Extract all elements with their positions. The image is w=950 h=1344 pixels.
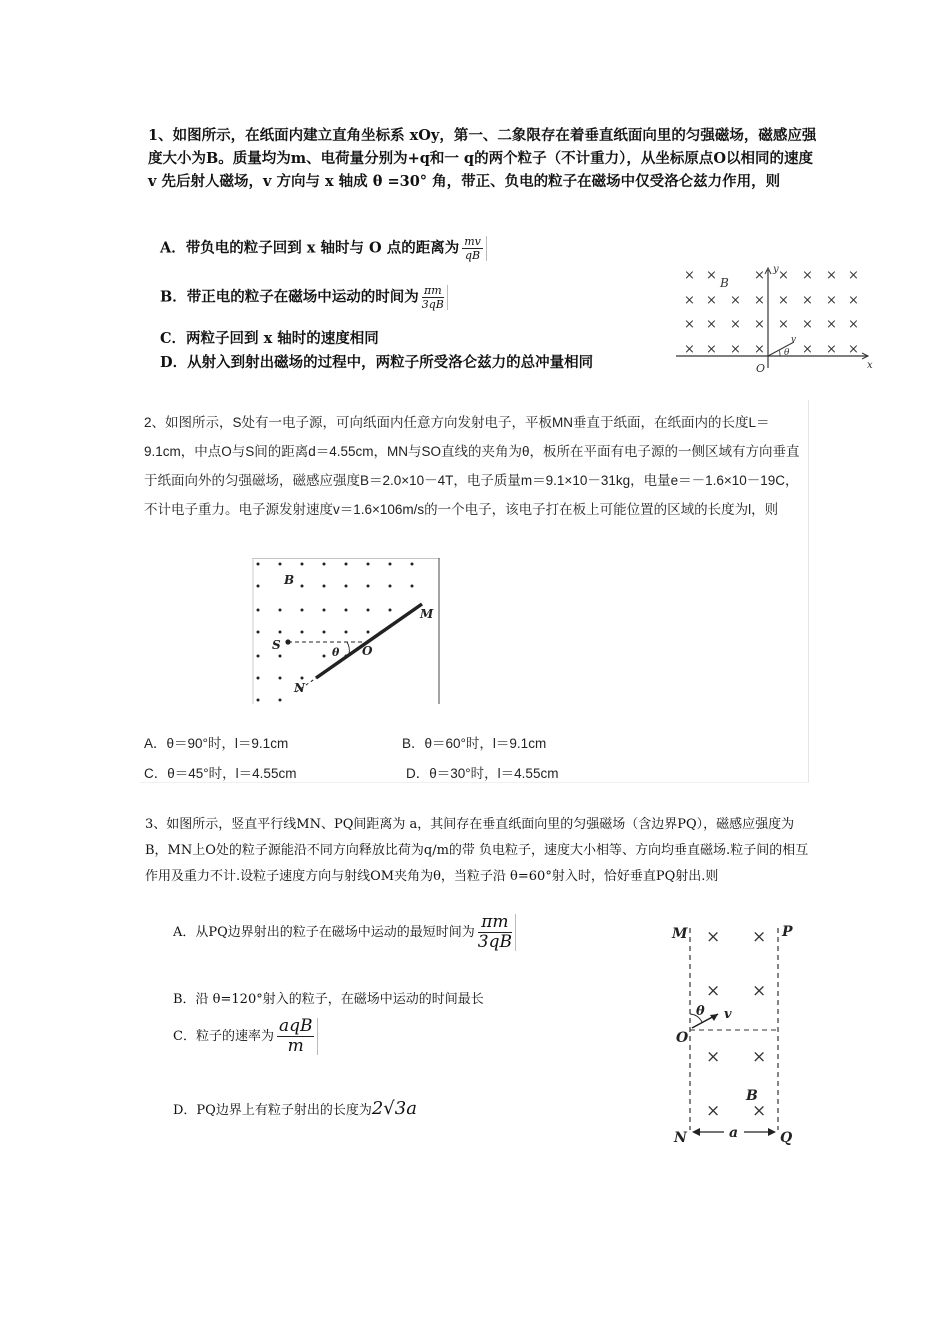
question-1-stem: 1、如图所示，在纸面内建立直角坐标系 xOy，第一、二象限存在着垂直纸面向里的匀强磁场，磁感应强度大小为B。质量均为m、电荷量分别为+q和一 q的两个粒子（不计重力），从坐标原点O以相同的速度 v 先后射人磁场，v 方向与 x 轴成 θ =30° 角，带正、负电的粒子在磁场中仅受洛仑兹力作用，则 [148, 127, 817, 190]
svg-text:×: × [778, 317, 789, 332]
svg-text:×: × [754, 317, 765, 332]
x-axis-label: x [867, 360, 873, 371]
svg-text:×: × [826, 317, 837, 332]
question-2-option-c: C．θ＝45°时，l＝4.55cm [144, 766, 297, 781]
svg-text:×: × [706, 1101, 721, 1121]
svg-text:×: × [778, 268, 789, 283]
svg-text:×: × [754, 268, 765, 283]
question-3-option-b: B．沿 θ=120°射入的粒子，在磁场中运动的时间最长 [173, 992, 484, 1007]
v-label: v [791, 335, 797, 345]
svg-text:×: × [706, 317, 717, 332]
question-1-figure [676, 262, 876, 378]
svg-text:×: × [848, 342, 859, 357]
question-3-figure [668, 918, 808, 1150]
svg-text:×: × [754, 293, 765, 308]
svg-text:×: × [752, 1047, 767, 1067]
q3-option-c-fraction: $\frac{\text{aqB}}{m}$ [274, 1018, 319, 1055]
question-2-option-d: D．θ＝30°时，l＝4.55cm [406, 766, 559, 781]
question-3-option-c [173, 1018, 318, 1055]
q3-option-a-fraction: $\frac{\pi m}{3qB}$ [475, 914, 516, 951]
svg-text:×: × [706, 927, 721, 947]
svg-text:×: × [752, 981, 767, 1001]
y-axis-label: y [773, 264, 779, 275]
q3-option-d-expression: 2√3a [371, 1098, 417, 1119]
q3-option-c-text: C．粒子的速率为 [173, 1029, 274, 1044]
theta-label: θ [784, 348, 790, 358]
plate-n-label: N [294, 681, 305, 695]
question-2-figure [252, 558, 442, 706]
theta-label-q3: θ [696, 1004, 705, 1019]
label-q: Q [780, 1130, 793, 1146]
question-2-option-b: B．θ＝60°时，l＝9.1cm [402, 736, 547, 751]
field-marks-q1 [684, 268, 859, 357]
svg-text:×: × [706, 268, 717, 283]
question-3-option-d [173, 1098, 417, 1119]
field-label-b-q2: B [284, 573, 295, 587]
svg-text:×: × [802, 342, 813, 357]
svg-text:×: × [802, 317, 813, 332]
field-dots-q2 [257, 563, 414, 702]
question-1-option-c: C．两粒子回到 x 轴时的速度相同 [160, 330, 379, 347]
svg-text:×: × [706, 1047, 721, 1067]
svg-text:×: × [684, 268, 695, 283]
q3-option-a-text: A．从PQ边界射出的粒子在磁场中运动的最短时间为 [173, 925, 475, 940]
svg-text:×: × [802, 268, 813, 283]
origin-label: O [756, 362, 766, 375]
svg-text:×: × [706, 293, 717, 308]
svg-text:×: × [752, 1101, 767, 1121]
svg-text:×: × [706, 981, 721, 1001]
svg-text:×: × [684, 317, 695, 332]
svg-text:×: × [826, 268, 837, 283]
label-n: N [674, 1130, 687, 1146]
svg-text:×: × [848, 268, 859, 283]
svg-text:×: × [730, 317, 741, 332]
width-label-a: a [729, 1125, 739, 1141]
question-1-option-b [160, 285, 448, 310]
option-b-fraction: $\frac{\pi m}{3qB}$ [419, 285, 448, 310]
svg-text:×: × [848, 293, 859, 308]
svg-text:×: × [778, 293, 789, 308]
svg-text:×: × [848, 317, 859, 332]
v-label-q3: v [724, 1007, 732, 1022]
question-3-option-a [173, 914, 516, 951]
plate-mn [316, 604, 422, 678]
label-m: M [672, 926, 688, 942]
svg-text:×: × [826, 293, 837, 308]
question-1-option-a [160, 236, 487, 261]
option-a-text: A．带负电的粒子回到 x 轴时与 O 点的距离为 [160, 239, 460, 257]
question-1-option-d: D．从射入到射出磁场的过程中，两粒子所受洛仑兹力的总冲量相同 [160, 354, 594, 371]
source-s-label: S [272, 638, 281, 652]
svg-text:×: × [826, 342, 837, 357]
question-3-stem: 3、如图所示，竖直平行线MN、PQ间距离为 a，其间存在垂直纸面向里的匀强磁场（含边界PQ），磁感应强度为B，MN上O处的粒子源能沿不同方向释放比荷为q/m的带 负电粒子，速度大小相等、方向均垂直磁场.粒子间的相互作用及重力不计.设粒子速度方向与射线OM夹角为θ，当粒子沿 θ=60°射入时，恰好垂直PQ射出.则 [145, 817, 809, 884]
question-2-stem: 2、如图所示，S处有一电子源，可向纸面内任意方向发射电子，平板MN垂直于纸面，在纸面内的长度L＝9.1cm，中点O与S间的距离d＝4.55cm，MN与SO直线的夹角为θ，板所在平面有电子源的一侧区域有方向垂直于纸面向外的匀强磁场，磁感应强度B＝2.0×10－4T，电子质量m＝9.1×10－31kg，电量e＝－1.6×10－19C，不计电子重力。电子源发射速度v＝1.6×106m/s的一个电子，该电子打在板上可能位置的区域的长度为l，则 [144, 415, 800, 517]
svg-text:×: × [684, 293, 695, 308]
field-label-b: B [720, 276, 729, 290]
question-2-option-a: A．θ＝90°时，l＝9.1cm [144, 736, 289, 751]
midpoint-o-label: O [362, 644, 373, 658]
label-o: O [676, 1030, 689, 1046]
option-b-text: B．带正电的粒子在磁场中运动的时间为 [160, 288, 419, 306]
theta-label-q2: θ [332, 646, 340, 659]
q3-option-d-text: D．PQ边界上有粒子射出的长度为 [173, 1103, 372, 1118]
label-b-q3: B [746, 1088, 758, 1104]
plate-m-label: M [420, 607, 434, 621]
svg-text:×: × [684, 342, 695, 357]
label-p: P [782, 924, 793, 940]
option-a-fraction: $\frac{mv}{qB}$ [459, 236, 487, 261]
svg-text:×: × [752, 927, 767, 947]
svg-text:×: × [730, 293, 741, 308]
svg-text:×: × [802, 293, 813, 308]
svg-text:×: × [730, 342, 741, 357]
svg-text:×: × [706, 342, 717, 357]
svg-text:×: × [754, 342, 765, 357]
